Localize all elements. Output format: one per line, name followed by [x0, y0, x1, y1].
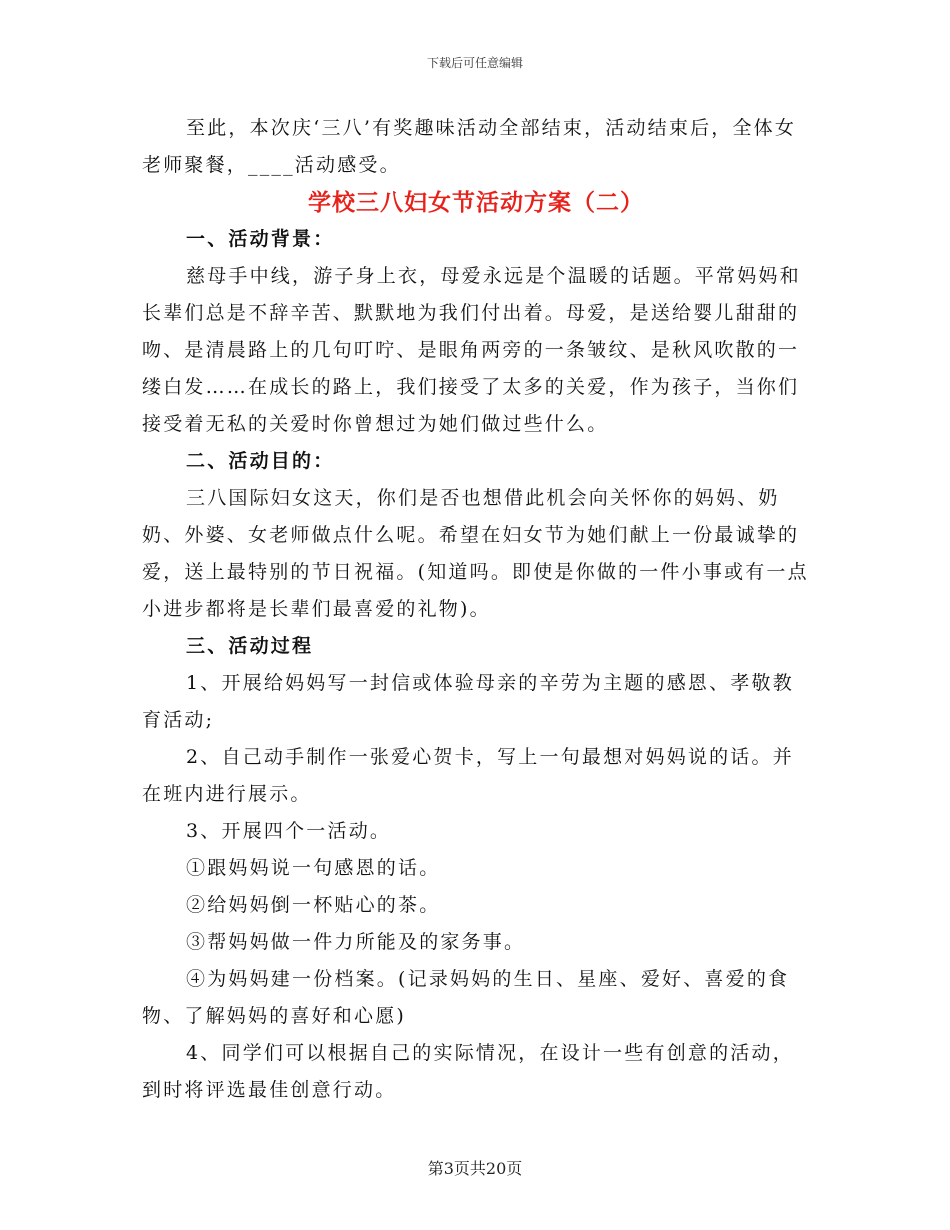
- sub-item-4: ④为妈妈建一份档案。(记录妈妈的生日、星座、爱好、喜爱的食物、了解妈妈的喜好和心愿): [142, 968, 790, 1027]
- sub-item-1: ①跟妈妈说一句感恩的话。: [186, 857, 441, 879]
- process-item-2: 2、自己动手制作一张爱心贺卡，写上一句最想对妈妈说的话。并在班内进行展示。: [142, 746, 794, 805]
- paragraph-background: 慈母手中线，游子身上衣，母爱永远是个温暖的话题。平常妈妈和长辈们总是不辞辛苦、默默地为我们付出着。母爱，是送给婴儿甜甜的吻、是清晨路上的几句叮咛、是眼角两旁的一条皱纹、是秋风吹散的一缕白发……在成长的路上，我们接受了太多的关爱，作为孩子，当你们接受着无私的关爱时你曾想过为她们做过些什么。: [142, 265, 801, 435]
- page-footer: 第3页共20页: [427, 1159, 523, 1178]
- heading-purpose: 二、活动目的：: [186, 450, 335, 472]
- sub-item-2: ②给妈妈倒一杯贴心的茶。: [186, 894, 441, 916]
- document-body: [142, 110, 810, 1109]
- paragraph-purpose: 三八国际妇女这天，你们是否也想借此机会向关怀你的妈妈、奶奶、外婆、女老师做点什么呢。希望在妇女节为她们献上一份最诚挚的爱，送上最特别的节日祝福。(知道吗。即使是你做的一件小事或有一点小进步都将是长辈们最喜爱的礼物)。: [142, 487, 809, 620]
- section-title: 学校三八妇女节活动方案（二）: [308, 189, 644, 216]
- process-item-1: 1、开展给妈妈写一封信或体验母亲的辛劳为主题的感恩、孝敬教育活动;: [142, 672, 794, 731]
- process-item-4: 4、同学们可以根据自己的实际情况，在设计一些有创意的活动，到时将评选最佳创意行动。: [142, 1042, 794, 1101]
- header-note: 下载后可任意编辑: [426, 56, 523, 70]
- closing-paragraph: 至此，本次庆‘三八’有奖趣味活动全部结束，活动结束后，全体女老师聚餐，____活动感受。: [142, 117, 797, 176]
- process-item-3: 3、开展四个一活动。: [186, 820, 392, 842]
- sub-item-3: ③帮妈妈做一件力所能及的家务事。: [186, 931, 526, 953]
- heading-background: 一、活动背景：: [186, 228, 335, 250]
- heading-process: 三、活动过程: [186, 635, 314, 657]
